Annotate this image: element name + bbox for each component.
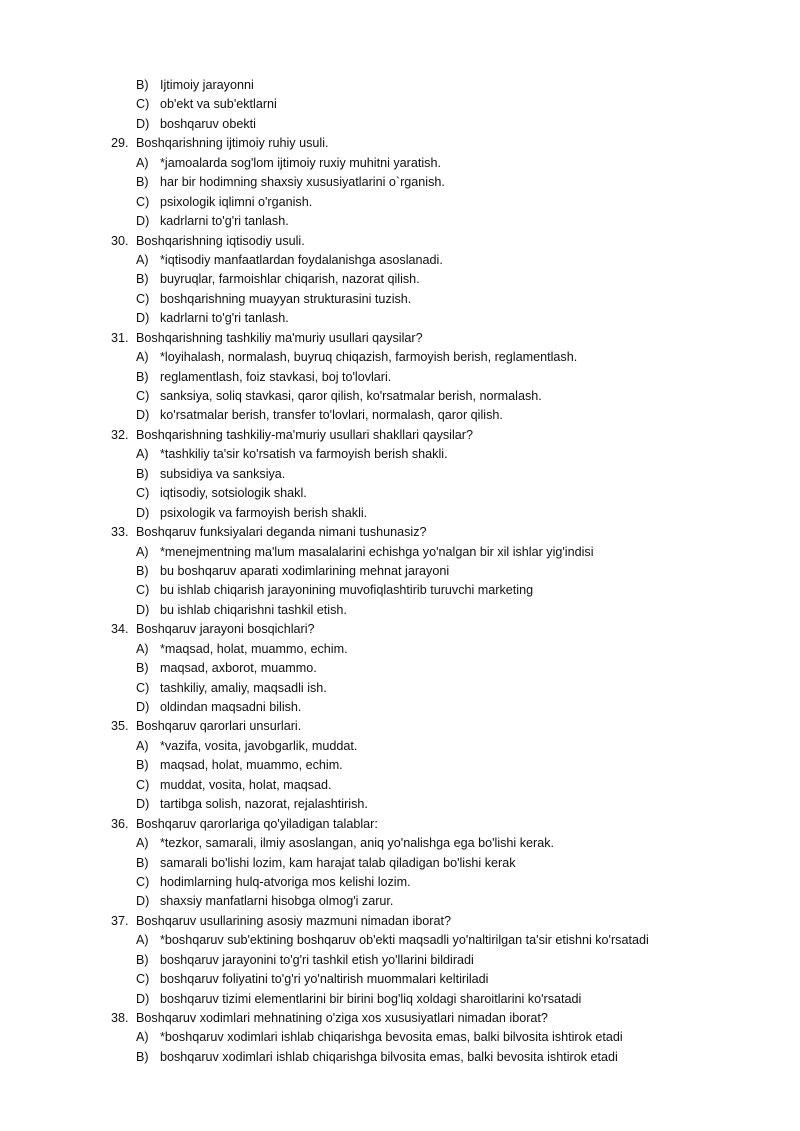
option-text: bu boshqaruv aparati xodimlarining mehnat jarayoni: [160, 563, 450, 578]
option-text: *menejmentning ma'lum masalalarini echishga yo'nalgan bir xil ishlar yig'indisi: [160, 544, 594, 559]
option-letter: B): [136, 952, 149, 967]
answer-option: [0, 581, 800, 600]
option-text: *tashkiliy ta'sir ko'rsatish va farmoyish berish shakli.: [160, 447, 448, 462]
option-letter: A): [136, 641, 149, 656]
question-number: 32.: [111, 427, 129, 442]
option-text: buyruqlar, farmoishlar chiqarish, nazorat qilish.: [160, 272, 420, 287]
answer-option: [0, 193, 800, 212]
option-letter: A): [136, 447, 149, 462]
option-text: subsidiya va sanksiya.: [160, 466, 286, 481]
answer-option: [0, 562, 800, 581]
question-line: [0, 1009, 800, 1028]
option-letter: B): [136, 661, 149, 676]
question-number: 33.: [111, 525, 129, 540]
option-letter: A): [136, 1030, 149, 1045]
question-line: [0, 912, 800, 931]
answer-option: [0, 892, 800, 911]
option-letter: C): [136, 194, 150, 209]
answer-option: [0, 154, 800, 173]
option-text: boshqaruv xodimlari ishlab chiqarishga bilvosita emas, balki bevosita ishtirok etadi: [160, 1049, 618, 1064]
option-text: kadrlarni to'g'ri tanlash.: [160, 214, 289, 229]
option-text: boshqaruv jarayonini to'g'ri tashkil etish yo'llarini bildiradi: [160, 952, 474, 967]
option-letter: A): [136, 350, 149, 365]
answer-option: [0, 95, 800, 114]
answer-option: [0, 368, 800, 387]
question-number: 30.: [111, 233, 129, 248]
question-text: Boshqarishning tashkiliy-ma'muriy usullari shakllari qaysilar?: [136, 427, 473, 442]
option-letter: D): [136, 505, 150, 520]
option-letter: D): [136, 894, 150, 909]
answer-option: [0, 465, 800, 484]
question-line: [0, 329, 800, 348]
question-line: [0, 134, 800, 153]
option-letter: C): [136, 583, 150, 598]
option-letter: D): [136, 116, 150, 131]
option-text: psixologik va farmoyish berish shakli.: [160, 505, 368, 520]
question-line: [0, 232, 800, 251]
answer-option: [0, 990, 800, 1009]
option-text: boshqarishning muayyan strukturasini tuzish.: [160, 291, 412, 306]
answer-option: [0, 640, 800, 659]
option-letter: B): [136, 175, 149, 190]
option-letter: D): [136, 700, 150, 714]
answer-option: [0, 484, 800, 503]
option-letter: B): [136, 78, 149, 92]
answer-option: [0, 834, 800, 853]
answer-option: [0, 951, 800, 970]
answer-option: [0, 290, 800, 309]
question-text: Boshqaruv qarorlariga qo'yiladigan talablar:: [136, 816, 378, 831]
option-text: *boshqaruv xodimlari ishlab chiqarishga bevosita emas, balki bilvosita ishtirok etadi: [160, 1030, 623, 1045]
question-number: 34.: [111, 622, 129, 637]
option-letter: D): [136, 214, 150, 229]
option-letter: D): [136, 311, 150, 326]
option-text: hodimlarning hulq-atvoriga mos kelishi lozim.: [160, 874, 411, 889]
answer-option: [0, 659, 800, 678]
question-text: Boshqarishning iqtisodiy usuli.: [136, 233, 305, 248]
option-text: reglamentlash, foiz stavkasi, boj to'lovlari.: [160, 369, 392, 384]
answer-option: [0, 504, 800, 523]
answer-option: [0, 873, 800, 892]
question-text: Boshqaruv jarayoni bosqichlari?: [136, 622, 315, 637]
question-line: [0, 717, 800, 736]
option-letter: C): [136, 291, 150, 306]
option-text: maqsad, holat, muammo, echim.: [160, 758, 343, 773]
question-number: 35.: [111, 719, 129, 734]
option-letter: A): [136, 933, 149, 948]
option-letter: D): [136, 991, 150, 1006]
option-text: *loyihalash, normalash, buyruq chiqazish, farmoyish berish, reglamentlash.: [160, 350, 578, 365]
answer-option: [0, 270, 800, 289]
answer-option: [0, 679, 800, 698]
option-letter: D): [136, 408, 150, 423]
option-text: psixologik iqlimni o'rganish.: [160, 194, 313, 209]
option-text: boshqaruv foliyatini to'g'ri yo'naltirish muommalari keltiriladi: [160, 972, 489, 987]
option-letter: C): [136, 97, 150, 112]
option-text: boshqaruv obekti: [160, 116, 256, 131]
question-number: 36.: [111, 816, 129, 831]
option-text: Ijtimoiy jarayonni: [160, 78, 254, 92]
question-line: [0, 815, 800, 834]
option-text: iqtisodiy, sotsiologik shakl.: [160, 486, 307, 501]
option-letter: A): [136, 252, 149, 267]
option-letter: B): [136, 1049, 149, 1064]
option-letter: A): [136, 836, 149, 851]
option-letter: C): [136, 972, 150, 987]
option-letter: D): [136, 602, 150, 617]
option-letter: A): [136, 155, 149, 170]
option-letter: C): [136, 874, 150, 889]
answer-option: [0, 309, 800, 328]
option-text: *tezkor, samarali, ilmiy asoslangan, aniq yo'nalishga ega bo'lishi kerak.: [160, 836, 555, 851]
answer-option: [0, 601, 800, 620]
option-text: *jamoalarda sog'lom ijtimoiy ruxiy muhitni yaratish.: [160, 155, 441, 170]
option-letter: B): [136, 563, 149, 578]
option-letter: B): [136, 369, 149, 384]
question-number: 29.: [111, 136, 129, 151]
document-page: [0, 76, 800, 1067]
answer-option: [0, 698, 800, 717]
answer-option: [0, 251, 800, 270]
option-letter: A): [136, 738, 149, 753]
option-text: tashkiliy, amaliy, maqsadli ish.: [160, 680, 327, 695]
option-letter: B): [136, 272, 149, 287]
answer-option: [0, 115, 800, 134]
answer-option: [0, 756, 800, 775]
option-text: ko'rsatmalar berish, transfer to'lovlari, normalash, qaror qilish.: [160, 408, 503, 423]
option-text: maqsad, axborot, muammo.: [160, 661, 317, 676]
question-number: 37.: [111, 913, 129, 928]
option-letter: B): [136, 466, 149, 481]
question-number: 31.: [111, 330, 129, 345]
option-text: sanksiya, soliq stavkasi, qaror qilish, ko'rsatmalar berish, normalash.: [160, 389, 542, 403]
answer-option: [0, 1048, 800, 1067]
question-text: Boshqaruv usullarining asosiy mazmuni nimadan iborat?: [136, 913, 452, 928]
option-letter: B): [136, 855, 149, 870]
answer-option: [0, 543, 800, 562]
question-line: [0, 620, 800, 639]
question-text: Boshqarishning ijtimoiy ruhiy usuli.: [136, 136, 329, 151]
answer-option: [0, 931, 800, 950]
answer-option: [0, 212, 800, 231]
question-text: Boshqaruv xodimlari mehnatining o'ziga xos xususiyatlari nimadan iborat?: [136, 1011, 548, 1025]
option-letter: D): [136, 797, 150, 812]
option-letter: C): [136, 680, 150, 695]
question-line: [0, 523, 800, 542]
option-letter: C): [136, 777, 150, 792]
option-text: *maqsad, holat, muammo, echim.: [160, 641, 348, 656]
question-text: Boshqaruv funksiyalari deganda nimani tushunasiz?: [136, 525, 427, 540]
answer-option: [0, 970, 800, 989]
answer-option: [0, 1028, 800, 1047]
option-text: bu ishlab chiqarishni tashkil etish.: [160, 602, 347, 617]
option-text: *vazifa, vosita, javobgarlik, muddat.: [160, 738, 358, 753]
option-text: *boshqaruv sub'ektining boshqaruv ob'ekti maqsadli yo'naltirilgan ta'sir etishni ko'rsatadi: [160, 933, 649, 948]
option-text: ob'ekt va sub'ektlarni: [160, 97, 277, 112]
option-text: oldindan maqsadni bilish.: [160, 700, 302, 714]
answer-option: [0, 737, 800, 756]
option-letter: B): [136, 758, 149, 773]
question-text: Boshqarishning tashkiliy ma'muriy usullari qaysilar?: [136, 330, 423, 345]
answer-option: [0, 854, 800, 873]
answer-option: [0, 173, 800, 192]
answer-option: [0, 348, 800, 367]
option-text: muddat, vosita, holat, maqsad.: [160, 777, 332, 792]
question-text: Boshqaruv qarorlari unsurlari.: [136, 719, 302, 734]
answer-option: [0, 445, 800, 464]
option-text: bu ishlab chiqarish jarayonining muvofiqlashtirib turuvchi marketing: [160, 583, 534, 598]
option-text: samarali bo'lishi lozim, kam harajat talab qiladigan bo'lishi kerak: [160, 855, 516, 870]
answer-option: [0, 776, 800, 795]
option-text: har bir hodimning shaxsiy xususiyatlarini o`rganish.: [160, 175, 445, 190]
option-text: boshqaruv tizimi elementlarini bir birini bog'liq xoldagi sharoitlarini ko'rsatadi: [160, 991, 582, 1006]
answer-option: [0, 795, 800, 814]
option-text: *iqtisodiy manfaatlardan foydalanishga asoslanadi.: [160, 252, 443, 267]
option-text: kadrlarni to'g'ri tanlash.: [160, 311, 289, 326]
answer-option: [0, 406, 800, 425]
answer-option: [0, 76, 800, 95]
option-letter: C): [136, 389, 150, 403]
question-number: 38.: [111, 1011, 129, 1025]
option-letter: C): [136, 486, 150, 501]
answer-option: [0, 387, 800, 406]
option-text: tartibga solish, nazorat, rejalashtirish.: [160, 797, 368, 812]
question-line: [0, 426, 800, 445]
option-text: shaxsiy manfatlarni hisobga olmog'i zarur.: [160, 894, 394, 909]
option-letter: A): [136, 544, 149, 559]
